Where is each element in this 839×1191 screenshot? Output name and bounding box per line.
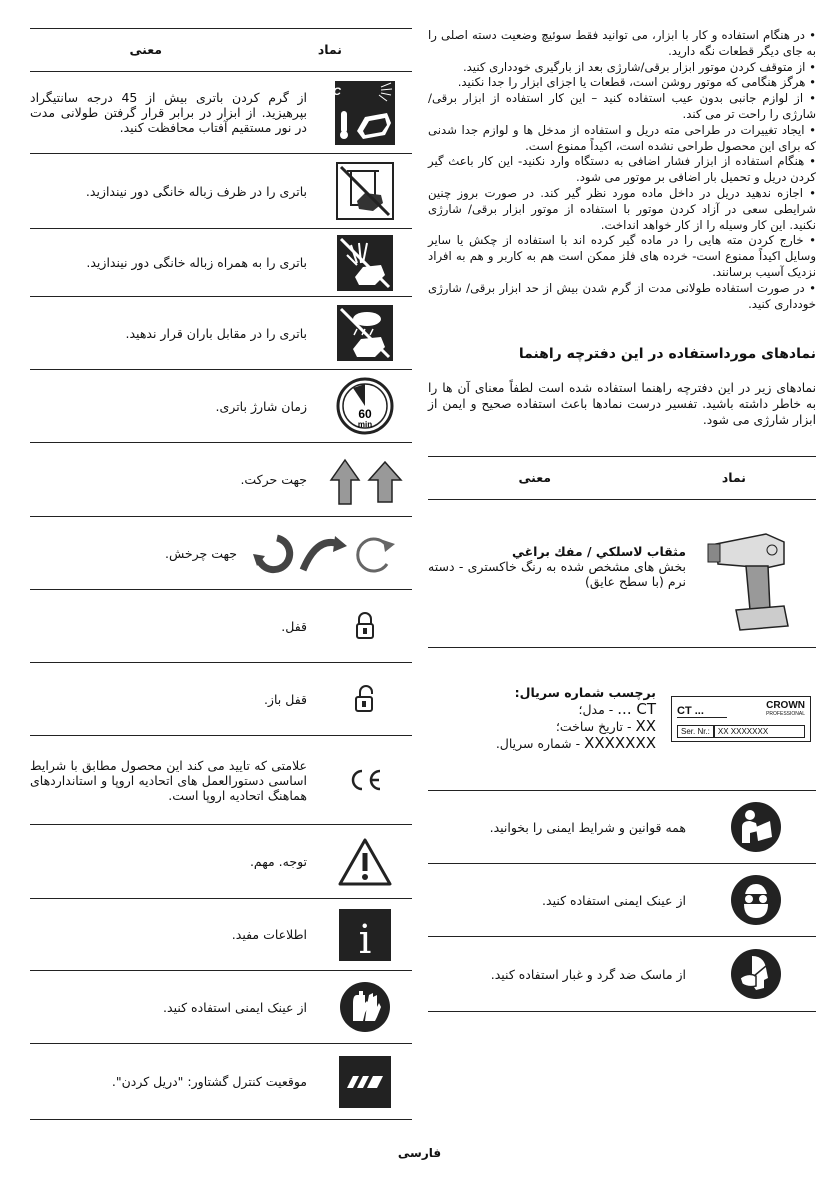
table-row — [30, 297, 412, 370]
table-row — [30, 663, 412, 736]
row-text: باتری را در ظرف زباله خانگی دور نیندازید. — [85, 183, 307, 199]
drill-mode-icon — [317, 1044, 412, 1119]
battery-no-household-waste-icon — [317, 229, 412, 296]
symbols-table-left — [30, 28, 412, 1120]
bullet: • هرگز هنگامی که موتور روشن است، قطعات یا اجزای ابزار را جدا نکنید. — [457, 75, 816, 90]
svg-text:max. 45°C: max. 45°C — [287, 85, 341, 98]
row-text: همه قوانین و شرایط ایمنی را بخوانید. — [489, 819, 686, 835]
table-row — [30, 825, 412, 899]
serial-plate-label — [671, 696, 811, 742]
gloves-icon — [317, 971, 412, 1043]
row-text: توجه. مهم. — [249, 854, 307, 869]
section-title: نمادهای مورداستفاده در این دفترچه راهنما — [518, 346, 816, 363]
bullet: • هنگام استفاده از ابزار فشار اضافی به دستگاه وارد نکنید- این کار باعث گیر کردن دریل و تحمیل بار اضافی بر موتور می شود. — [428, 154, 816, 185]
table-row — [30, 590, 412, 663]
unlock-icon — [317, 663, 412, 735]
bullet: • اجازه ندهید دریل در داخل ماده مورد نظر گیر کند. در صورت بروز چنین شرایطی سعی در آزاد کردن موتور با استفاده از موتور ابزار برقی/ شارژی نکنید. این کار وسیله را از کار خواهد انداخت. — [428, 185, 816, 232]
row-text: زمان شارژ باتری. — [215, 398, 307, 414]
right-column — [428, 28, 816, 1012]
bullet: • در هنگام استفاده و کار با ابزار، می توانید فقط سوئیچ وضعیت دسته اصلی را به جای دیگر قطعات نگه دارید. — [428, 28, 816, 58]
table-row — [30, 229, 412, 297]
info-icon — [317, 899, 412, 970]
safety-goggles-icon — [696, 864, 816, 936]
svg-text:i: i — [358, 916, 371, 963]
row-text: از عینک ایمنی استفاده کنید. — [163, 999, 307, 1015]
header-meaning: معنی — [518, 470, 551, 486]
table-row — [30, 370, 412, 443]
plate-model: CT ... — [677, 705, 727, 718]
bullet: • خارج کردن مته هایی را در ماده گیر کرده اند با استفاده از چکش یا سایر وسایل اکیداً ممنوع است- خرده های فلز ممکن است هم به کاربر و هم به افراد نزدیک آسیب برسانند. — [428, 233, 816, 279]
table-row — [30, 1044, 412, 1120]
row-text: از گرم کردن باتری بیش از 45 درجه سانتیگراد بپرهیزید. از ابزار در برابر قرار گرفتن طولانی مدت در نور مستقیم آفتاب محافظت کنید. — [30, 90, 307, 135]
row-text: قفل. — [281, 618, 307, 634]
row-text: جهت چرخش. — [165, 545, 237, 561]
svg-text:min: min — [357, 420, 372, 429]
battery-no-trash-icon — [317, 154, 412, 228]
svg-text:60: 60 — [357, 407, 372, 421]
cordless-drill-icon — [696, 500, 816, 647]
table-row — [30, 154, 412, 229]
table-row — [428, 648, 816, 791]
bullet: • از متوقف کردن موتور ابزار برقی/شارژی بعد از بارگیری خودداری کنید. — [462, 59, 816, 74]
drill-desc: بخش های مشخص شده به رنگ خاکستری - دسته نرم (با سطح عایق) — [428, 559, 686, 590]
row-text: باتری را در مقابل باران قرار ندهید. — [125, 325, 307, 341]
warning-icon — [317, 825, 412, 898]
row-text: علامتی که تایید می کند این محصول مطابق با شرایط اساسی دستورالعمل های اتحادیه اروپا و استانداردهای هماهنگ اتحادیه اروپا است. — [30, 757, 307, 803]
plate-brand: CROWN PROFESSIONAL — [766, 700, 805, 718]
safety-bullets — [428, 28, 816, 312]
table-row — [30, 971, 412, 1044]
page-footer-language: فارسی — [397, 1146, 442, 1160]
dust-mask-icon — [696, 937, 816, 1011]
table-header — [428, 456, 816, 500]
row-text: قفل باز. — [263, 691, 307, 707]
battery-max-45c-icon — [287, 72, 412, 153]
battery-no-rain-icon — [317, 297, 412, 369]
plate-serial: Ser. Nr.: XX XXXXXXX — [677, 725, 805, 738]
intro-paragraph: نمادهای زیر در این دفترچه راهنما استفاده شده است لطفاً معنای آن ها را به خاطر داشته باشید. تفسیر درست نمادها باعث استفاده صحیح و ایمن از ابزار شارژی می شود. — [428, 381, 816, 428]
table-header — [30, 28, 412, 72]
movement-direction-icon — [317, 443, 412, 516]
row-text: از ماسک ضد گرد و غبار استفاده کنید. — [490, 966, 686, 982]
table-row — [30, 899, 412, 971]
row-text: موقعیت کنترل گشتاور: "دریل کردن". — [111, 1074, 307, 1089]
row-text — [428, 648, 656, 790]
table-row — [30, 443, 412, 517]
rotation-direction-icon — [242, 517, 412, 589]
row-text: جهت حرکت. — [240, 472, 307, 487]
row-text: اطلاعات مفید. — [231, 927, 307, 942]
lock-icon — [317, 590, 412, 662]
bullet: • در صورت استفاده طولانی مدت از گرم شدن بیش از حد ابزار برقی/ شارژی خودداری کنید. — [428, 280, 816, 311]
bullet: • از لوازم جانبی بدون عیب استفاده کنید – این کار استفاده از ابزار برقی/شارژی را راحت تر می کند. — [428, 91, 816, 121]
table-row — [428, 791, 816, 864]
table-row — [30, 736, 412, 825]
header-meaning: معنی — [129, 42, 162, 57]
charge-time-icon — [317, 370, 412, 442]
table-row — [428, 864, 816, 937]
table-row — [30, 517, 412, 590]
table-row — [428, 937, 816, 1012]
bullet: • ایجاد تغییرات در طراحی مته دریل و استفاده از مدخل ها و لوازم جدا شدنی که برای این محصول طراحی نشده است، اکیداً ممنوع است. — [428, 122, 816, 153]
header-symbol: نماد — [721, 470, 746, 486]
ce-mark-icon — [317, 736, 412, 824]
row-text — [428, 500, 686, 647]
header-symbol: نماد — [317, 42, 342, 57]
drill-title: مثقاب لاسلكي / مفك براغي — [512, 544, 686, 560]
serial-text: برچسب شماره سریال: CT ... - مدل؛ XX - تاریخ ساخت؛ XXXXXXX - شماره سریال. — [495, 685, 656, 753]
serial-plate — [666, 648, 816, 790]
row-text: باتری را به همراه زباله خانگی دور نیندازید. — [86, 255, 307, 270]
table-row — [428, 500, 816, 648]
row-text: از عینک ایمنی استفاده کنید. — [542, 892, 686, 908]
table-row — [30, 72, 412, 154]
read-manual-icon — [696, 791, 816, 863]
